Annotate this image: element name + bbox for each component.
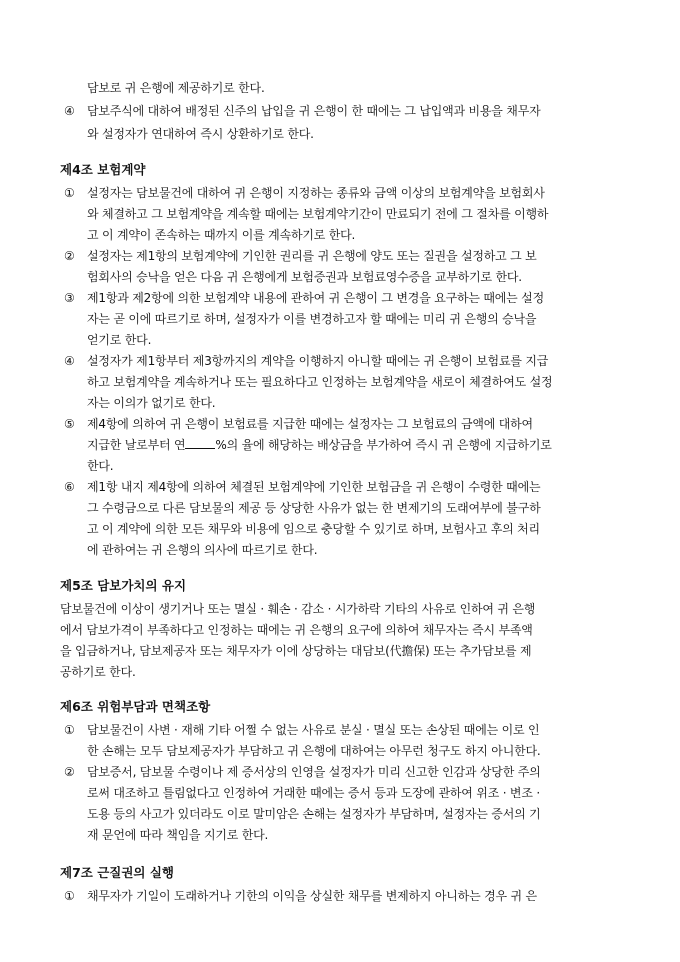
rate-text-before: 지급한 날로부터 연 — [87, 438, 186, 452]
rate-text-after: %의 율에 해당하는 배상금을 부가하여 즉시 귀 은행에 지급하기로 — [215, 438, 552, 452]
art4-item3-line: 제1항과 제2항에 의한 보험계약 내용에 관하여 귀 은행이 그 변경을 요구하는 때에는 설정 — [87, 291, 544, 305]
intro-line: 담보로 귀 은행에 제공하기로 한다. — [87, 81, 265, 95]
art7-item1-line: 채무자가 기일이 도래하거나 기한의 이익을 상실한 채무를 변제하지 아니하는 경우 귀 은 — [87, 889, 537, 903]
art6-item2-line: 재 문언에 따라 책임을 지기로 한다. — [87, 828, 269, 842]
art6-item2-line: 로써 대조하고 틀림없다고 인정하여 거래한 때에는 증서 등과 도장에 관하여 위조 · 변조 · — [87, 786, 540, 800]
art4-item4-line: 설정자가 제1항부터 제3항까지의 계약을 이행하지 아니할 때에는 귀 은행이 보험료를 지급 — [87, 354, 549, 368]
art4-item3-line: 자는 곧 이에 따르기로 하며, 설정자가 이를 변경하고자 할 때에는 미리 귀 은행의 승낙을 — [87, 312, 537, 326]
item-number: ① — [64, 186, 75, 200]
art5-line: 공하기로 한다. — [60, 665, 136, 679]
art4-item4-line: 자는 이의가 없기로 한다. — [87, 396, 216, 410]
art4-item5-line: 한다. — [87, 459, 114, 473]
art4-item2-line: 설정자는 제1항의 보험계약에 기인한 권리를 귀 은행에 양도 또는 질권을 설정하고 그 보 — [87, 249, 537, 263]
art4-item5-line: 제4항에 의하여 귀 은행이 보험료를 지급한 때에는 설정자는 그 보험료의 금액에 대하여 — [87, 417, 533, 431]
art4-item3-line: 얻기로 한다. — [87, 333, 152, 347]
art4-item5-line — [87, 438, 552, 452]
article-4-title: 제4조 보험계약 — [60, 162, 146, 177]
item-number: ② — [64, 249, 75, 263]
art4-item4-line: 하고 보험계약을 계속하거나 또는 필요하다고 인정하는 보험계약을 새로이 체결하여도 설정 — [87, 375, 553, 389]
art4-item1-line: 고 이 계약이 존속하는 때까지 이를 계속하기로 한다. — [87, 228, 356, 242]
art4-item1-line: 설정자는 담보물건에 대하여 귀 은행이 지정하는 종류와 금액 이상의 보험계약을 보험회사 — [87, 186, 545, 200]
art5-line: 에서 담보가격이 부족하다고 인정하는 때에는 귀 은행의 요구에 의하여 채무자는 즉시 부족액 — [60, 623, 533, 637]
art6-item2-line: 도용 등의 사고가 있더라도 이로 말미암은 손해는 설정자가 부담하며, 설정자는 증서의 기 — [87, 807, 541, 821]
item-number: ⑤ — [64, 417, 75, 431]
item-number: ① — [64, 889, 75, 903]
art6-item1-line: 담보물건이 사변 · 재해 기타 어쩔 수 없는 사유로 분실 · 멸실 또는 손상된 때에는 이로 인 — [87, 723, 540, 737]
article-6-title: 제6조 위험부담과 면책조항 — [60, 699, 211, 714]
item-number: ① — [64, 723, 75, 737]
article-7-title: 제7조 근질권의 실행 — [60, 865, 175, 880]
art4-item6-line: 그 수령금으로 다른 담보물의 제공 등 상당한 사유가 없는 한 변제기의 도래여부에 불구하 — [87, 501, 541, 515]
art4-item2-line: 험회사의 승낙을 얻은 다음 귀 은행에게 보험증권과 보험료영수증을 교부하기로 한다. — [87, 270, 522, 284]
intro-item4-line1: 담보주식에 대하여 배정된 신주의 납입을 귀 은행이 한 때에는 그 납입액과 비용을 채무자 — [87, 104, 541, 118]
art4-item6-line: 제1항 내지 제4항에 의하여 체결된 보험계약에 기인한 보험금을 귀 은행이 수령한 때에는 — [87, 480, 541, 494]
art5-line: 담보물건에 이상이 생기거나 또는 멸실 · 훼손 · 감소 · 시가하락 기타의 사유로 인하여 귀 은행 — [60, 602, 536, 616]
intro-item4-line2: 와 설정자가 연대하여 즉시 상환하기로 한다. — [87, 127, 314, 141]
item-number: ⑥ — [64, 480, 75, 494]
art5-line: 을 입금하거나, 담보제공자 또는 채무자가 이에 상당하는 대담보(代擔保) 또는 추가담보를 제 — [60, 644, 532, 658]
item-number: ④ — [64, 354, 75, 368]
item-number: ③ — [64, 291, 75, 305]
art4-item1-line: 와 체결하고 그 보험계약을 계속할 때에는 보험계약기간이 만료되기 전에 그 절차를 이행하 — [87, 207, 549, 221]
article-5-title: 제5조 담보가치의 유지 — [60, 578, 187, 593]
art6-item1-line: 한 손해는 모두 담보제공자가 부담하고 귀 은행에 대하여는 아무런 청구도 하지 아니한다. — [87, 744, 541, 758]
art6-item2-line: 담보증서, 담보물 수령이나 제 증서상의 인영을 설정자가 미리 신고한 인감과 상당한 주의 — [87, 765, 541, 779]
art4-item6-line: 고 이 계약에 의한 모든 채무와 비용에 임으로 충당할 수 있기로 하며, 보험사고 후의 처리 — [87, 522, 540, 536]
item-number: ② — [64, 765, 75, 779]
rate-blank — [185, 438, 215, 449]
item-number: ④ — [64, 104, 75, 118]
art4-item6-line: 에 관하여는 귀 은행의 의사에 따르기로 한다. — [87, 543, 318, 557]
